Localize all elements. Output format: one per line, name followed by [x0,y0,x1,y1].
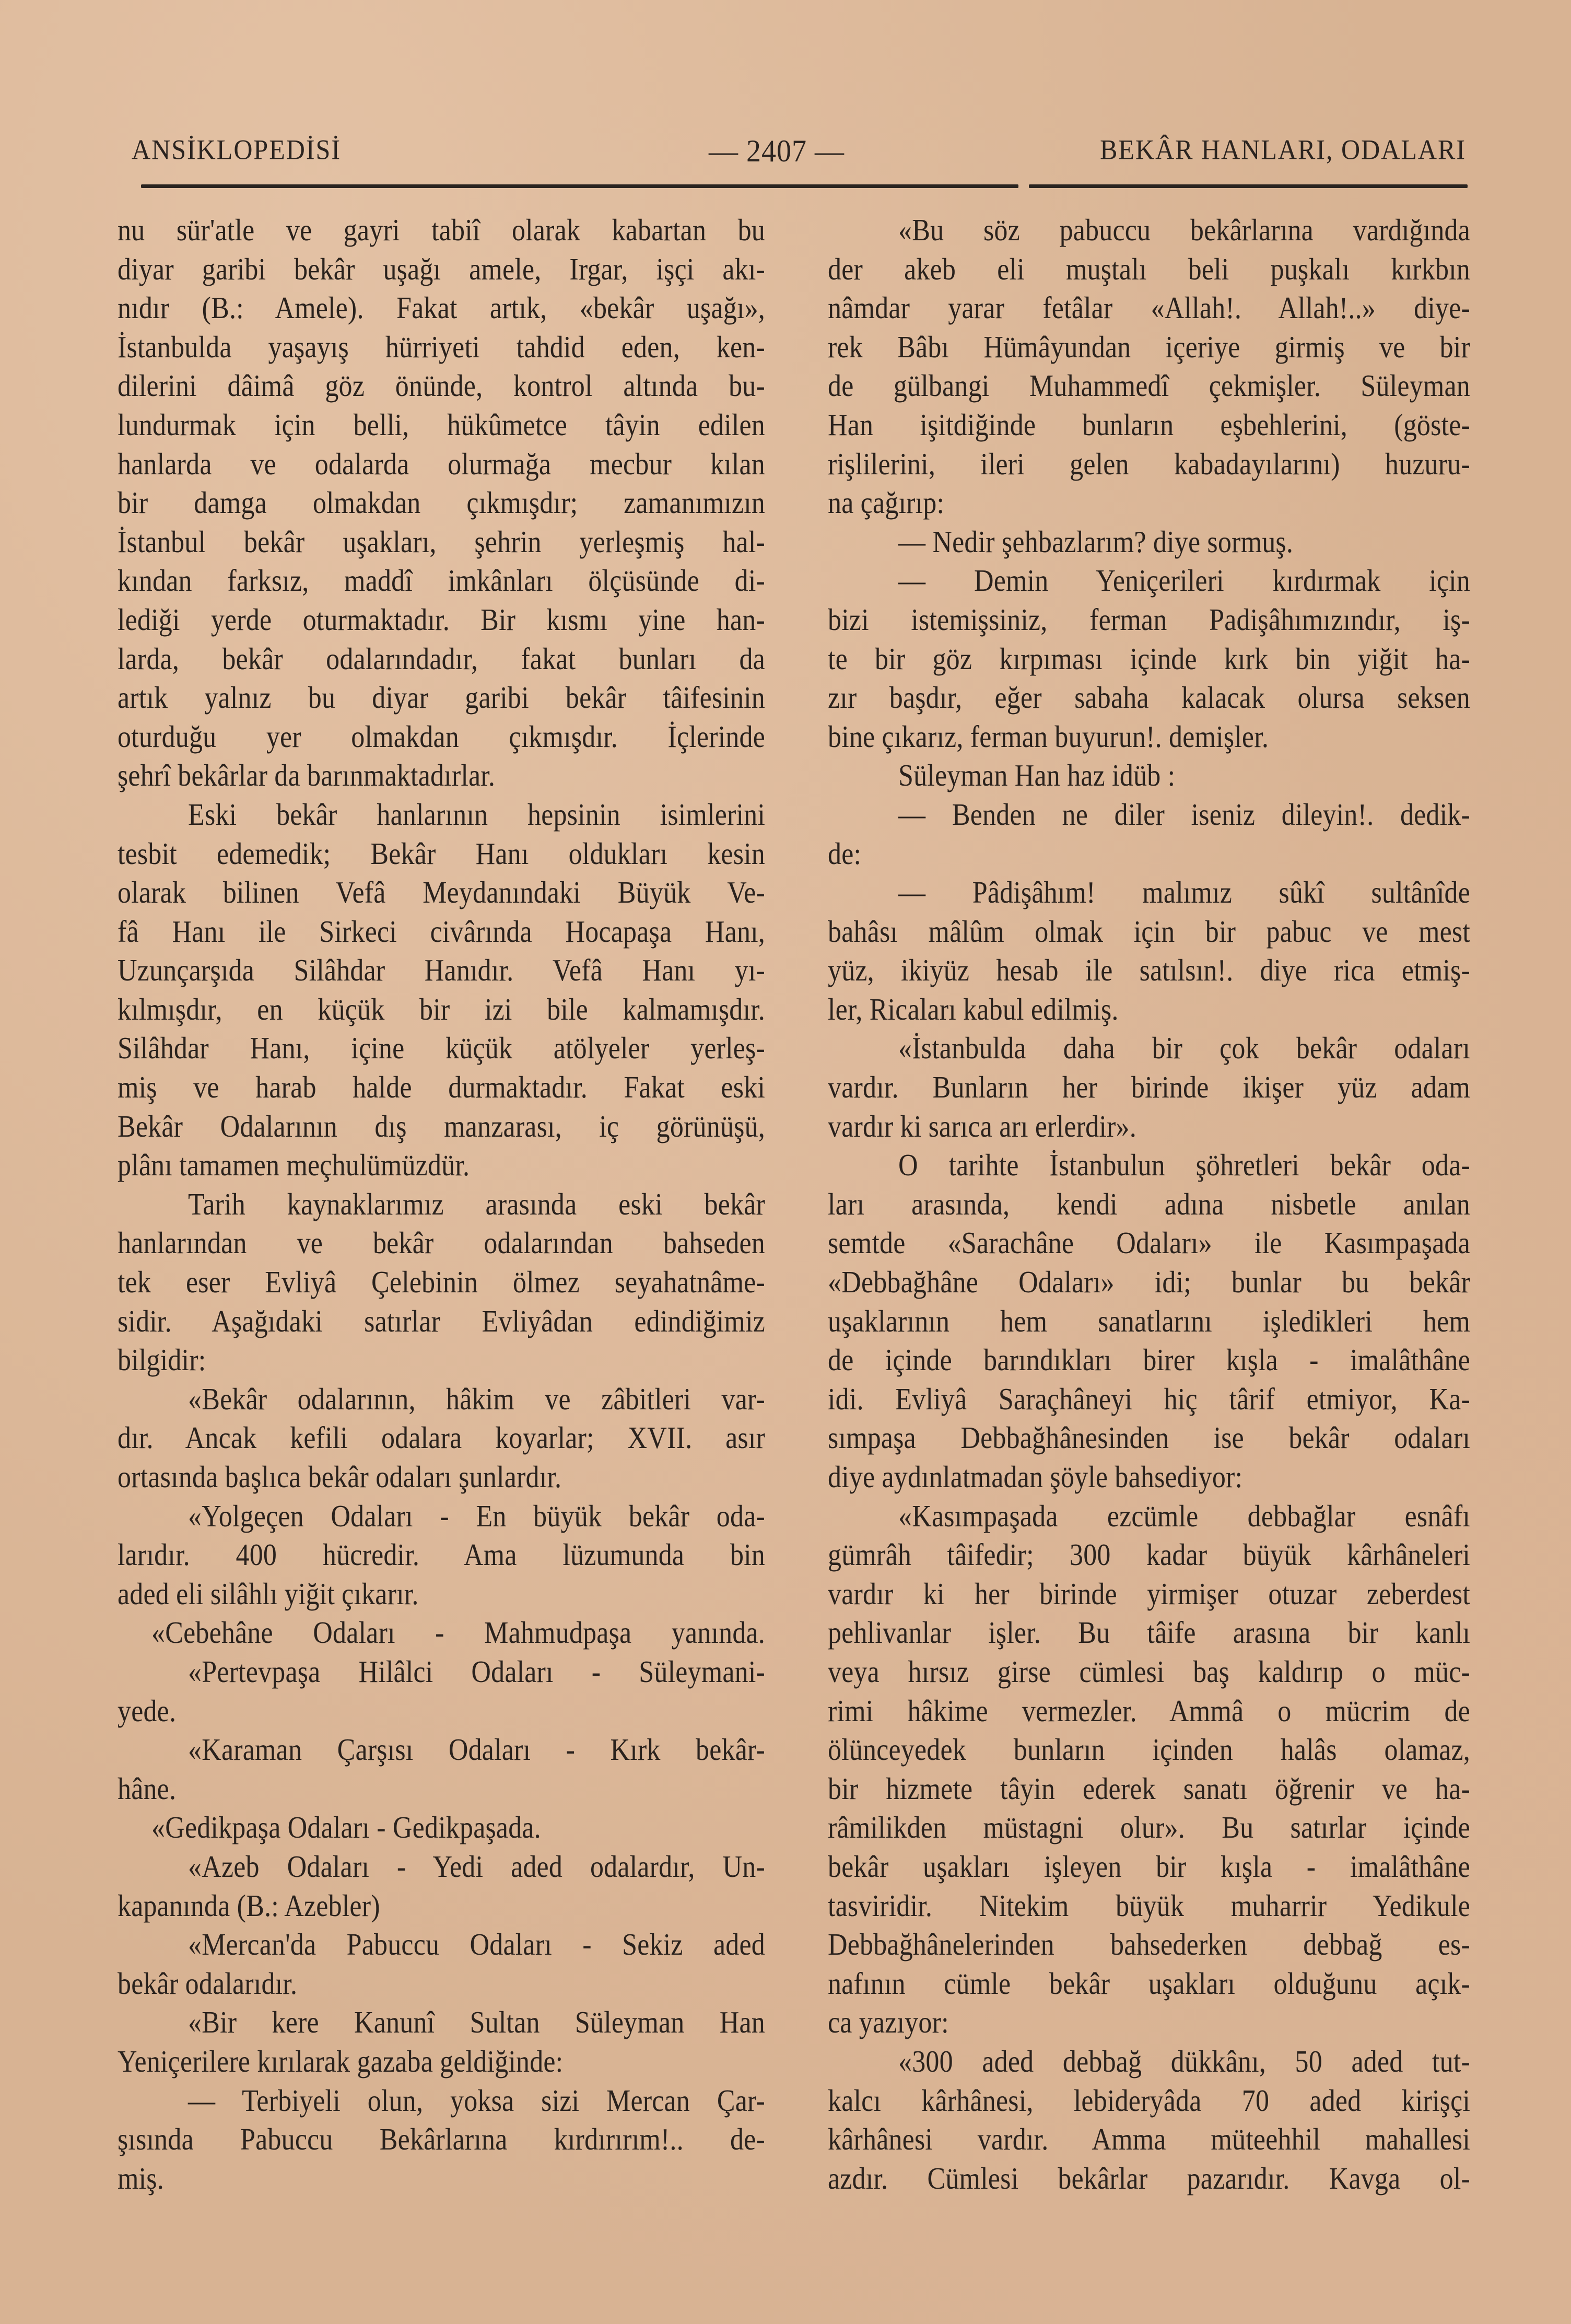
text-line: bir damga olmakdan çıkmışdır; zamanımızın [118,486,765,521]
text-line: hanlarından ve bekâr odalarından bahseden [118,1227,765,1261]
text-line: ca yazıyor: [828,2006,949,2040]
text-line: pehlivanlar işler. Bu tâife arasına bir kanlı [828,1616,1470,1651]
text-line: kılmışdır, en küçük bir izi bile kalmamışdır. [118,992,765,1027]
text-line: «Azeb Odaları - Yedi aded odalardır, Un- [188,1850,765,1884]
text-line: dır. Ancak kefili odalara koyarlar; XVII. asır [118,1421,765,1456]
text-line: sidir. Aşağıdaki satırlar Evliyâdan edindiğimiz [118,1304,765,1339]
header-rule-left [141,184,1018,188]
text-line: «Pertevpaşa Hilâlci Odaları - Süleymani- [188,1655,765,1689]
text-line: Tarih kaynaklarımız arasında eski bekâr [188,1187,765,1222]
text-line: ölünceyedek bunların içinden halâs olamaz, [828,1733,1470,1768]
text-line: te bir göz kırpıması içinde kırk bin yiğit ha- [828,642,1470,676]
text-column-left [118,212,765,2199]
text-line: zır başdır, eğer sabaha kalacak olursa seksen [828,681,1470,716]
page-number: — 2407 — [709,134,845,169]
text-line: «Bekâr odalarının, hâkim ve zâbitleri var- [188,1382,765,1417]
text-line: bir hizmete tâyin ederek sanatı öğrenir ve ha- [828,1772,1470,1806]
text-line: Han işitdiğinde bunların eşbehlerini, (göste- [828,408,1470,442]
text-line: bilgidir: [118,1344,206,1378]
text-line: Eski bekâr hanlarının hepsinin isimlerini [188,798,765,832]
text-line: de içinde barındıkları birer kışla - imalâthâne [828,1344,1470,1378]
text-line: dilerini dâimâ göz önünde, kontrol altında bu- [118,369,765,404]
text-line: de gülbangi Muhammedî çekmişler. Süleyman [828,369,1470,404]
text-line: yüz, ikiyüz hesab ile satılsın!. diye rica etmiş- [828,954,1470,988]
text-line: artık yalnız bu diyar garibi bekâr tâifesinin [118,681,765,716]
text-line: kından farksız, maddî imkânları ölçüsünde di- [118,564,765,599]
text-line: — Benden ne diler iseniz dileyin!. dedik- [898,798,1470,832]
text-line: diyar garibi bekâr uşağı amele, Irgar, işçi akı- [118,252,765,287]
text-line: lundurmak için belli, hükûmetce tâyin edilen [118,408,765,442]
text-line: «Bu söz pabuccu bekârlarına vardığında [898,213,1470,248]
header-publication-title: ANSİKLOPEDİSİ [132,134,341,166]
text-line: bahâsı mâlûm olmak için bir pabuc ve mest [828,915,1470,949]
text-line: «Karaman Çarşısı Odaları - Kırk bekâr- [188,1733,765,1768]
text-line: miş ve harab halde durmaktadır. Fakat eski [118,1070,765,1105]
text-line: «Gedikpaşa Odaları - Gedikpaşada. [151,1811,541,1846]
text-line: bekâr odalarıdır. [118,1967,298,2001]
text-line: şısında Pabuccu Bekârlarına kırdırırım!.. de- [118,2122,765,2157]
text-line: «300 aded debbağ dükkânı, 50 aded tut- [898,2045,1470,2079]
text-line: veya hırsız girse cümlesi baş kaldırıp o müc- [828,1655,1470,1689]
text-line: Süleyman Han haz idüb : [898,759,1176,793]
text-line: tasviridir. Nitekim büyük muharrir Yedikule [828,1889,1470,1923]
text-line: kalcı kârhânesi, lebideryâda 70 aded kirişçi [828,2084,1470,2118]
text-line: Yeniçerilere kırılarak gazaba geldiğinde: [118,2045,564,2079]
text-line: na çağırıp: [828,486,945,521]
running-header [132,133,1466,170]
text-line: «Yolgeçen Odaları - En büyük bekâr oda- [188,1499,765,1534]
text-line: «Kasımpaşada ezcümle debbağlar esnâfı [898,1499,1470,1534]
header-rule-right [1029,184,1468,188]
text-line: nıdır (B.: Amele). Fakat artık, «bekâr uşağı», [118,291,765,326]
text-line: vardır ki her birinde yirmişer otuzar zeberdest [828,1577,1470,1611]
text-line: gümrâh tâifedir; 300 kadar büyük kârhâneleri [828,1538,1470,1573]
text-line: — Nedir şehbazlarım? diye sormuş. [898,525,1294,559]
text-line: diye aydınlatmadan şöyle bahsediyor: [828,1460,1243,1494]
text-line: yede. [118,1694,177,1729]
text-line: azdır. Cümlesi bekârlar pazarıdır. Kavga ol- [828,2162,1470,2196]
text-column-right [828,212,1470,2199]
text-line: aded eli silâhlı yiğit çıkarır. [118,1577,419,1611]
text-line: Bekâr Odalarının dış manzarası, iç görünüşü, [118,1110,765,1144]
text-line: nafının cümle bekâr uşakları olduğunu açık- [828,1967,1470,2001]
text-line: lediği yerde oturmaktadır. Bir kısmı yine han- [118,603,765,637]
text-line: Uzunçarşıda Silâhdar Hanıdır. Vefâ Hanı yı- [118,954,765,988]
text-line: râmilikden müstagni olur». Bu satırlar içinde [828,1811,1470,1846]
text-line: «Mercan'da Pabuccu Odaları - Sekiz aded [188,1928,765,1963]
text-line: larıdır. 400 hücredir. Ama lüzumunda bin [118,1538,765,1573]
text-line: fâ Hanı ile Sirkeci civârında Hocapaşa Hanı, [118,915,765,949]
text-line: — Terbiyeli olun, yoksa sizi Mercan Çar- [188,2084,765,2118]
text-line: — Demin Yeniçerileri kırdırmak için [898,564,1470,599]
text-line: bine çıkarız, ferman buyurun!. demişler. [828,720,1269,754]
text-line: bizi istemişsiniz, ferman Padişâhımızındır, iş- [828,603,1470,637]
text-line: rişlilerini, ileri gelen kabadayılarını) huzuru- [828,447,1470,482]
text-line: «Cebehâne Odaları - Mahmudpaşa yanında. [151,1616,765,1651]
text-line: İstanbulda yaşayış hürriyeti tahdid eden, ken- [118,330,765,365]
text-line: tesbit edemedik; Bekâr Hanı oldukları kesin [118,837,765,871]
text-line: şehrî bekârlar da barınmaktadırlar. [118,759,496,793]
text-line: nâmdar yarar fetâlar «Allah!. Allah!..» diye- [828,291,1470,326]
text-line: — Pâdişâhım! malımız sûkî sultânîde [898,875,1470,910]
text-line: İstanbul bekâr uşakları, şehrin yerleşmiş hal- [118,525,765,559]
text-line: nu sür'atle ve gayri tabiî olarak kabartan bu [118,213,765,248]
text-line: tek eser Evliyâ Çelebinin ölmez seyahatnâme- [118,1265,765,1300]
text-line: hanlarda ve odalarda olurmağa mecbur kılan [118,447,765,482]
text-line: hâne. [118,1772,177,1806]
text-line: oturduğu yer olmakdan çıkmışdır. İçlerinde [118,720,765,754]
text-line: de: [828,837,862,871]
text-line: der akeb eli muştalı beli puşkalı kırkbın [828,252,1470,287]
header-article-title: BEKÂR HANLARI, ODALARI [1100,134,1466,166]
text-line: rimi hâkime vermezler. Ammâ o mücrim de [828,1694,1470,1729]
text-line: kapanında (B.: Azebler) [118,1889,380,1923]
text-line: O tarihte İstanbulun şöhretleri bekâr oda- [898,1149,1470,1183]
text-line: «Bir kere Kanunî Sultan Süleyman Han [188,2006,765,2040]
text-line: semtde «Sarachâne Odaları» ile Kasımpaşada [828,1227,1470,1261]
text-line: idi. Evliyâ Saraçhâneyi hiç târif etmiyor, Ka- [828,1382,1470,1417]
text-line: Silâhdar Hanı, içine küçük atölyeler yerleş- [118,1032,765,1066]
text-line: miş. [118,2162,164,2196]
text-line: rek Bâbı Hümâyundan içeriye girmiş ve bir [828,330,1470,365]
text-line: «İstanbulda daha bir çok bekâr odaları [898,1032,1470,1066]
text-line: kârhânesi vardır. Amma müteehhil mahallesi [828,2122,1470,2157]
text-line: plânı tamamen meçhulümüzdür. [118,1149,470,1183]
text-line: ları arasında, kendi adına nisbetle anılan [828,1187,1470,1222]
text-line: «Debbağhâne Odaları» idi; bunlar bu bekâr [828,1265,1470,1300]
text-line: vardır. Bunların her birinde ikişer yüz adam [828,1070,1470,1105]
text-line: sımpaşa Debbağhânesinden ise bekâr odaları [828,1421,1470,1456]
text-line: uşaklarının hem sanatlarını işledikleri hem [828,1304,1470,1339]
text-line: vardır ki sarıca arı erlerdir». [828,1110,1136,1144]
text-line: ortasında başlıca bekâr odaları şunlardır. [118,1460,562,1494]
text-line: ler, Ricaları kabul edilmiş. [828,992,1119,1027]
text-line: larda, bekâr odalarındadır, fakat bunları da [118,642,765,676]
text-line: Debbağhânelerinden bahsederken debbağ es- [828,1928,1470,1963]
text-line: olarak bilinen Vefâ Meydanındaki Büyük Ve- [118,875,765,910]
text-line: bekâr uşakları işleyen bir kışla - imalâthâne [828,1850,1470,1884]
